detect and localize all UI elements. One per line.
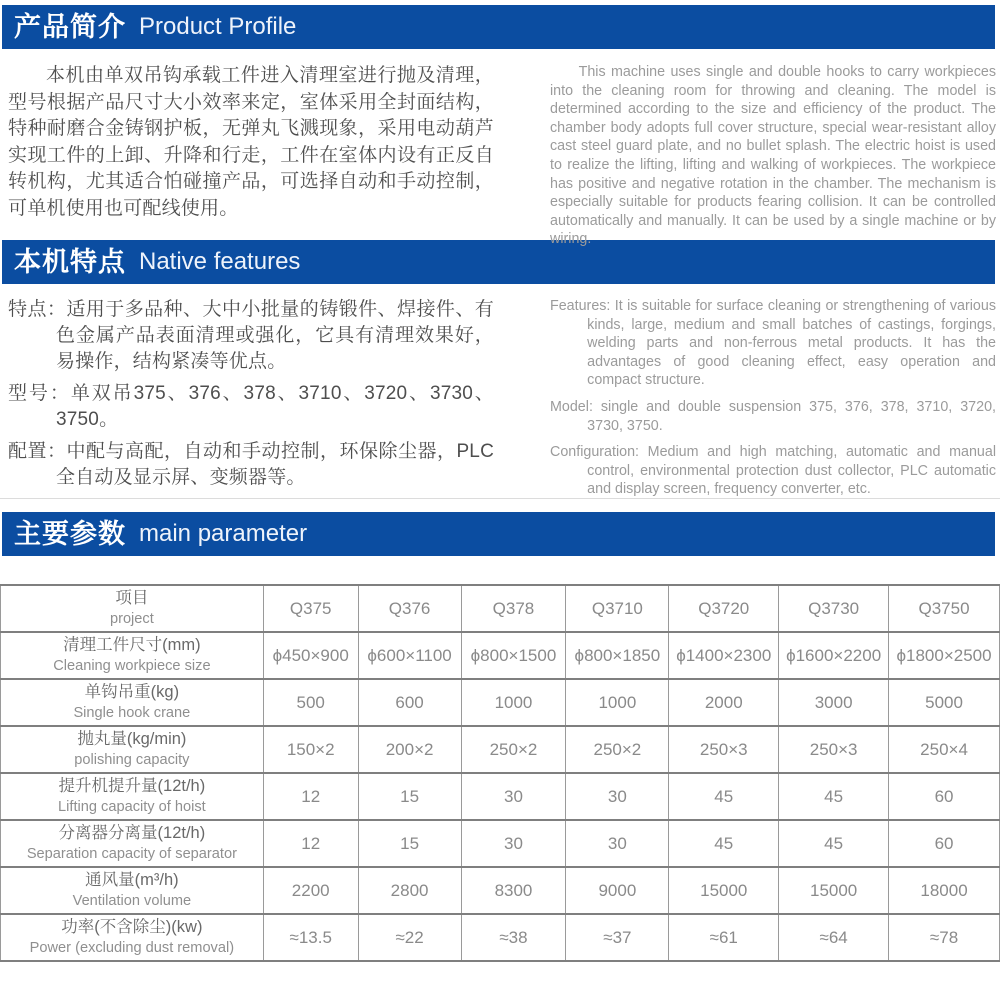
value-cell: 2800	[358, 867, 461, 914]
value-cell: 60	[889, 820, 1000, 867]
value-cell: ≈78	[889, 914, 1000, 961]
feature-text: Medium and high matching, automatic and manual control, environmental protection dust collector, PLC automatic and display screen, frequency converter, etc.	[587, 444, 996, 498]
value-cell: 30	[461, 773, 566, 820]
row-label-cn: 通风量(m³/h)	[85, 871, 179, 889]
row-label-cell	[1, 914, 264, 961]
feature-item-en	[550, 443, 996, 499]
row-label-cell	[1, 773, 264, 820]
feature-text: It is suitable for surface cleaning or strengthening of various kinds, large, medium and small batches of castings, forgings, welding parts and non-ferrous metal products. It has the advantages of good cleaning effect, easy operation and compact structure.	[587, 298, 996, 389]
feature-label: Model:	[550, 398, 593, 415]
table-row	[1, 773, 1000, 820]
row-label-en: Power (excluding dust removal)	[29, 940, 235, 956]
table-row	[1, 632, 1000, 679]
value-cell: 250×2	[566, 726, 669, 773]
model-header-cell: Q3710	[566, 585, 669, 632]
feature-text: 中配与高配，自动和手动控制，环保除尘器，PLC全自动及显示屏、变频器等。	[56, 441, 494, 488]
value-cell: 250×3	[669, 726, 779, 773]
table-row	[1, 914, 1000, 961]
value-cell: 200×2	[358, 726, 461, 773]
model-header-cell: Q375	[263, 585, 358, 632]
feature-text: 单双吊375、376、378、3710、3720、3730、3750。	[56, 383, 494, 430]
section-main-parameter	[0, 512, 1000, 962]
section-title-cn: 产品简介	[14, 11, 126, 42]
value-cell: 1000	[566, 679, 669, 726]
section-title-en: main parameter	[139, 520, 308, 547]
feature-label: Features:	[550, 298, 611, 314]
features-english-column	[550, 297, 996, 498]
feature-text: 适用于多品种、大中小批量的铸锻件、焊接件、有色金属产品表面清理或强化，它具有清理效果好，易操作，结构紧凑等优点。	[56, 299, 494, 372]
value-cell: 250×3	[779, 726, 889, 773]
parameter-table	[0, 584, 1000, 962]
value-cell: ϕ1800×2500	[889, 632, 1000, 679]
value-cell: 250×4	[889, 726, 1000, 773]
value-cell: ≈61	[669, 914, 779, 961]
value-cell: 3000	[779, 679, 889, 726]
feature-item-cn	[8, 297, 494, 375]
features-body	[0, 284, 1000, 498]
model-header-cell: Q376	[358, 585, 461, 632]
feature-label: 型号：	[8, 383, 71, 404]
feature-label: 特点：	[8, 299, 67, 320]
row-label-en: Ventilation volume	[72, 893, 192, 909]
row-label-cell	[1, 632, 264, 679]
project-label-cn: 项目	[115, 589, 149, 607]
value-cell: ≈22	[358, 914, 461, 961]
value-cell: 9000	[566, 867, 669, 914]
row-label-en: Single hook crane	[73, 705, 191, 721]
value-cell: 1000	[461, 679, 566, 726]
row-label-cn: 单钩吊重(kg)	[84, 683, 180, 701]
value-cell: 15	[358, 820, 461, 867]
value-cell: ≈64	[779, 914, 889, 961]
product-profile-header	[2, 5, 995, 49]
row-label-en: Separation capacity of separator	[26, 846, 237, 862]
row-label-cell	[1, 679, 264, 726]
value-cell: 500	[263, 679, 358, 726]
profile-english-column	[550, 63, 996, 248]
row-label-cn: 功率(不含除尘)(kw)	[61, 918, 203, 936]
value-cell: 15000	[669, 867, 779, 914]
row-label-en: Lifting capacity of hoist	[58, 799, 206, 815]
project-label-en: project	[109, 611, 154, 627]
row-label-en: Cleaning workpiece size	[53, 658, 211, 674]
value-cell: 5000	[889, 679, 1000, 726]
table-row	[1, 679, 1000, 726]
parameter-table-head	[1, 585, 1000, 632]
table-row	[1, 820, 1000, 867]
value-cell: 30	[461, 820, 566, 867]
feature-item-en	[550, 297, 996, 390]
value-cell: ≈37	[566, 914, 669, 961]
value-cell: 18000	[889, 867, 1000, 914]
row-label-cell	[1, 726, 264, 773]
row-label-cn: 清理工件尺寸(mm)	[63, 636, 201, 654]
section-title-en: Native features	[139, 248, 301, 275]
value-cell: 45	[669, 773, 779, 820]
feature-label: Configuration:	[550, 444, 640, 461]
value-cell: 12	[263, 773, 358, 820]
feature-item-en	[550, 398, 996, 435]
features-chinese-column	[8, 297, 494, 488]
value-cell: 2200	[263, 867, 358, 914]
value-cell: ϕ600×1100	[358, 632, 461, 679]
row-label-cn: 抛丸量(kg/min)	[77, 730, 187, 748]
model-header-cell: Q3720	[669, 585, 779, 632]
profile-text-en: This machine uses single and double hooks to carry workpieces into the cleaning room for throwing and cleaning. The model is determined according to the size and efficiency of the product. The chamber body adopts full cover structure, special wear-resistant alloy cast steel guard plate, and no bullet splash. The electric hoist is used to realize the lifting, lifting and walking of workpieces. The workpiece has positive and negative rotation in the chamber. The mechanism is especially suitable for products fearing collision. It can be controlled automatically and manually. It can be used by a single machine or by wiring.	[550, 64, 996, 248]
row-label-cn: 分离器分离量(12t/h)	[58, 824, 206, 842]
feature-item-cn	[8, 381, 494, 433]
parameter-table-body	[1, 632, 1000, 961]
row-label-cell	[1, 867, 264, 914]
section-native-features	[0, 240, 1000, 498]
profile-body	[0, 49, 1000, 248]
value-cell: ϕ800×1850	[566, 632, 669, 679]
table-row	[1, 867, 1000, 914]
value-cell: 2000	[669, 679, 779, 726]
value-cell: 8300	[461, 867, 566, 914]
value-cell: 600	[358, 679, 461, 726]
section-title-en: Product Profile	[139, 13, 297, 40]
value-cell: 45	[669, 820, 779, 867]
value-cell: ϕ800×1500	[461, 632, 566, 679]
value-cell: ϕ1600×2200	[779, 632, 889, 679]
model-header-cell: Q378	[461, 585, 566, 632]
section-title-cn: 主要参数	[14, 518, 126, 549]
model-header-cell: Q3750	[889, 585, 1000, 632]
row-label-cn: 提升机提升量(12t/h)	[58, 777, 206, 795]
table-row	[1, 726, 1000, 773]
value-cell: 12	[263, 820, 358, 867]
model-header-cell: Q3730	[779, 585, 889, 632]
value-cell: ≈38	[461, 914, 566, 961]
feature-text: single and double suspension 375, 376, 378, 3710, 3720, 3730, 3750.	[587, 398, 996, 434]
value-cell: 30	[566, 820, 669, 867]
section-product-profile	[0, 5, 1000, 248]
main-parameter-header	[2, 512, 995, 556]
value-cell: 60	[889, 773, 1000, 820]
value-cell: ϕ1400×2300	[669, 632, 779, 679]
row-label-en: polishing capacity	[74, 752, 190, 768]
profile-text-cn: 本机由单双吊钩承载工件进入清理室进行抛及清理，型号根据产品尺寸大小效率来定，室体采用全封面结构，特种耐磨合金铸钢护板，无弹丸飞溅现象，采用电动葫芦实现工件的上卸、升降和行走，工件在室体内设有正反自转机构，尤其适合怕碰撞产品，可选择自动和手动控制，可单机使用也可配线使用。	[8, 65, 494, 219]
row-label-cell	[1, 820, 264, 867]
value-cell: 45	[779, 773, 889, 820]
table-header-row	[1, 585, 1000, 632]
value-cell: 15000	[779, 867, 889, 914]
value-cell: 15	[358, 773, 461, 820]
profile-chinese-column	[8, 63, 494, 240]
value-cell: ≈13.5	[263, 914, 358, 961]
section-title-cn: 本机特点	[14, 246, 126, 277]
feature-label: 配置：	[8, 441, 67, 462]
value-cell: 150×2	[263, 726, 358, 773]
value-cell: 250×2	[461, 726, 566, 773]
value-cell: ϕ450×900	[263, 632, 358, 679]
value-cell: 45	[779, 820, 889, 867]
feature-item-cn	[8, 439, 494, 491]
value-cell: 30	[566, 773, 669, 820]
project-header-cell	[1, 585, 264, 632]
